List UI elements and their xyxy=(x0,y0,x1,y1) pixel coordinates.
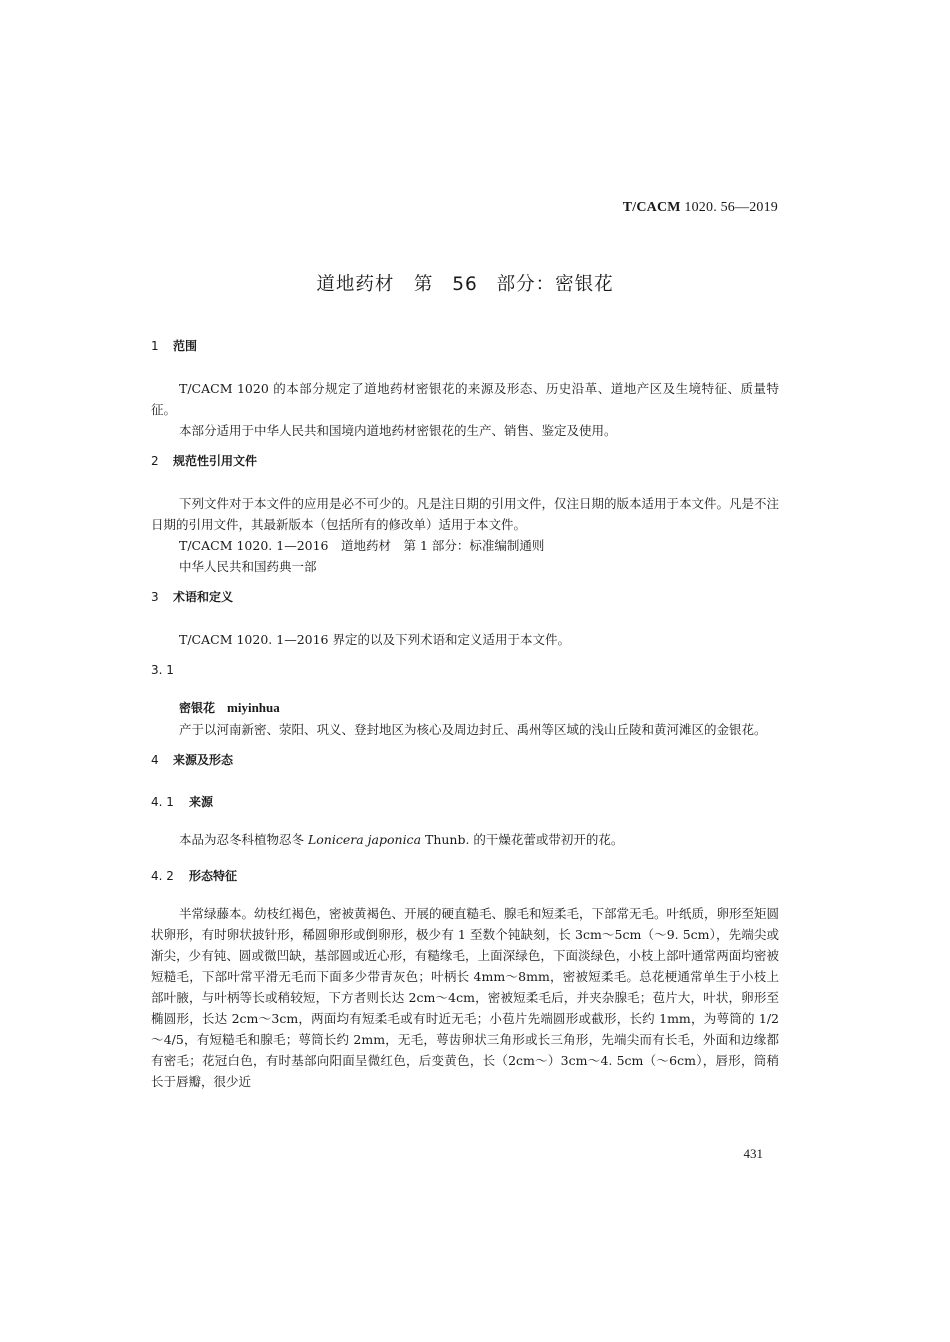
section-3-heading xyxy=(151,587,779,608)
text-run: Thunb. 的干燥花蕾或带初开的花。 xyxy=(421,832,624,847)
page-number: 431 xyxy=(743,1146,763,1161)
paragraph: 下列文件对于本文件的应用是必不可少的。凡是注日期的引用文件，仅注日期的版本适用于本文件。凡是不注日期的引用文件，其最新版本（包括所有的修改单）适用于本文件。 xyxy=(151,496,780,532)
section-title: 术语和定义 xyxy=(173,590,234,604)
subsection-number: 4. 1 xyxy=(151,795,174,809)
paragraph: T/CACM 1020 的本部分规定了道地药材密银花的来源及形态、历史沿革、道地产区及生境特征、质量特征。 xyxy=(151,381,779,417)
latin-name: Lonicera japonica xyxy=(307,832,422,847)
section-1-heading xyxy=(151,336,779,357)
reference-item: 中华人民共和国药典一部 xyxy=(179,559,317,574)
paragraph: T/CACM 1020. 1—2016 界定的以及下列术语和定义适用于本文件。 xyxy=(179,632,570,647)
paragraph: 本部分适用于中华人民共和国境内道地药材密银花的生产、销售、鉴定及使用。 xyxy=(179,423,617,438)
subsection-title: 形态特征 xyxy=(189,869,238,883)
reference-item: T/CACM 1020. 1—2016 道地药材 第 1 部分：标准编制通则 xyxy=(179,538,545,553)
subsection-4-2-heading xyxy=(151,866,779,887)
subsection-number: 3. 1 xyxy=(151,663,174,677)
doc-code-number: 1020. 56—2019 xyxy=(684,200,778,215)
section-number: 1 xyxy=(151,339,159,353)
subsection-title: 来源 xyxy=(189,795,214,809)
term-definition: 产于以河南新密、荥阳、巩义、登封地区为核心及周边封丘、禹州等区域的浅山丘陵和黄河滩区的金银花。 xyxy=(179,722,767,737)
subsection-4-1-heading xyxy=(151,792,779,813)
section-title: 来源及形态 xyxy=(173,753,234,767)
section-title: 规范性引用文件 xyxy=(173,454,258,468)
section-title: 范围 xyxy=(173,339,198,353)
page-title: 道地药材 第 56 部分：密银花 xyxy=(316,274,614,295)
subsection-number: 4. 2 xyxy=(151,869,174,883)
subsection-3-1-heading xyxy=(151,660,779,681)
text-run: 本品为忍冬科植物忍冬 xyxy=(179,832,308,847)
term-chinese: 密银花 xyxy=(179,701,216,715)
section-4-heading xyxy=(151,750,779,771)
paragraph xyxy=(151,829,779,850)
document-code xyxy=(623,200,778,216)
section-number: 2 xyxy=(151,454,159,468)
term-entry xyxy=(151,697,779,719)
section-number: 3 xyxy=(151,590,159,604)
section-number: 4 xyxy=(151,753,159,767)
section-2-heading xyxy=(151,451,779,472)
term-english: miyinhua xyxy=(227,700,280,715)
doc-code-prefix: T/CACM xyxy=(622,200,681,215)
document-body xyxy=(151,336,779,1092)
paragraph: 半常绿藤本。幼枝红褐色，密被黄褐色、开展的硬直糙毛、腺毛和短柔毛，下部常无毛。叶纸质，卵形至矩圆状卵形，有时卵状披针形，稀圆卵形或倒卵形，极少有 1 至数个钝缺刻，长 3cm～5cm（～9. 5cm），先端尖或渐尖，少有钝、圆或微凹缺，基部圆或近心形，有糙缘毛，上面深绿色，下面淡绿色，小枝上部叶通常两面均密被短糙毛，下部叶常平滑无毛而下面多少带青灰色；叶柄长 4mm～8mm，密被短柔毛。总花梗通常单生于小枝上部叶腋，与叶柄等长或稍较短，下方者则长达 2cm～4cm，密被短柔毛后，并夹杂腺毛；苞片大，叶状，卵形至椭圆形，长达 2cm～3cm，两面均有短柔毛或有时近无毛；小苞片先端圆形或截形，长约 1mm，为萼筒的 1/2～4/5，有短糙毛和腺毛；萼筒长约 2mm，无毛，萼齿卵状三角形或长三角形，先端尖而有长毛，外面和边缘都有密毛；花冠白色，有时基部向阳面呈微红色，后变黄色，长（2cm～）3cm～4. 5cm（～6cm），唇形，筒稍长于唇瓣，很少近 xyxy=(151,906,780,1089)
